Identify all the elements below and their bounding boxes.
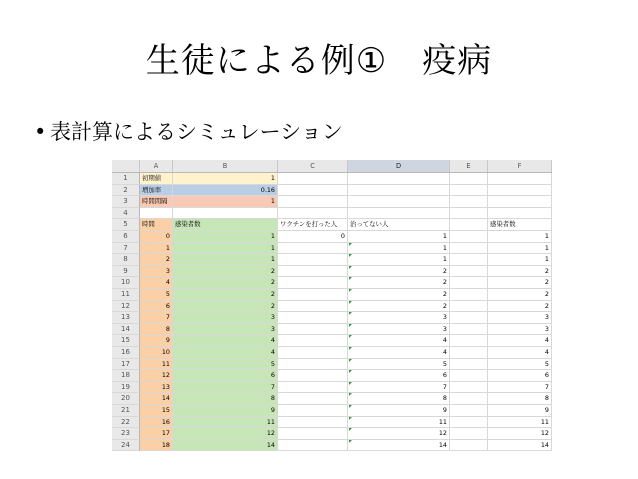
empty-cell[interactable] — [348, 185, 450, 197]
cell-infected[interactable]: 2 — [173, 277, 278, 289]
cell-not-recovered[interactable]: 1 — [348, 254, 450, 266]
row-number[interactable]: 3 — [112, 196, 140, 208]
sheet-row — [112, 243, 552, 255]
cell-time[interactable]: 4 — [140, 277, 173, 289]
cell-vaccinated[interactable] — [278, 428, 348, 440]
cell-infected-f[interactable]: 11 — [488, 417, 552, 429]
cell-not-recovered[interactable]: 2 — [348, 277, 450, 289]
empty-cell[interactable] — [450, 173, 488, 185]
empty-cell[interactable] — [173, 208, 278, 220]
cell-not-recovered[interactable]: 6 — [348, 370, 450, 382]
cell-not-recovered[interactable]: 11 — [348, 417, 450, 429]
row-number[interactable]: 6 — [112, 231, 140, 243]
sheet-row — [112, 254, 552, 266]
row-number[interactable]: 4 — [112, 208, 140, 220]
cell-time[interactable]: 14 — [140, 393, 173, 405]
cell-vaccinated[interactable]: 0 — [278, 231, 348, 243]
column-header-c[interactable]: C — [278, 160, 348, 172]
cell-infected[interactable]: 7 — [173, 382, 278, 394]
cell-vaccinated[interactable] — [278, 254, 348, 266]
row-number[interactable]: 2 — [112, 185, 140, 197]
empty-cell[interactable] — [450, 440, 488, 452]
empty-cell[interactable] — [278, 196, 348, 208]
error-indicator-icon — [349, 428, 352, 431]
cell-time[interactable]: 2 — [140, 254, 173, 266]
cell-infected[interactable]: 9 — [173, 405, 278, 417]
cell-infected-f[interactable]: 4 — [488, 335, 552, 347]
sheet-row — [112, 335, 552, 347]
cell-vaccinated[interactable] — [278, 324, 348, 336]
sheet-row — [112, 219, 552, 231]
sheet-row — [112, 405, 552, 417]
empty-cell[interactable] — [450, 243, 488, 255]
empty-cell[interactable] — [488, 173, 552, 185]
cell-infected[interactable]: 2 — [173, 289, 278, 301]
row-number[interactable]: 5 — [112, 219, 140, 231]
cell-vaccinated[interactable] — [278, 301, 348, 313]
sheet-row — [112, 185, 552, 197]
row-number[interactable]: 1 — [112, 173, 140, 185]
sheet-row — [112, 277, 552, 289]
empty-cell[interactable] — [450, 289, 488, 301]
cell-not-recovered[interactable]: 2 — [348, 266, 450, 278]
sheet-row — [112, 266, 552, 278]
cell-infected-f[interactable]: 5 — [488, 359, 552, 371]
cell-not-recovered[interactable]: 3 — [348, 324, 450, 336]
cell-infected-f[interactable]: 2 — [488, 301, 552, 313]
cell-vaccinated[interactable] — [278, 405, 348, 417]
error-indicator-icon — [349, 266, 352, 269]
cell-time[interactable]: 16 — [140, 417, 173, 429]
row-number[interactable]: 16 — [112, 347, 140, 359]
empty-cell[interactable] — [450, 312, 488, 324]
sheet-row — [112, 440, 552, 452]
cell-infected[interactable]: 11 — [173, 417, 278, 429]
error-indicator-icon — [349, 440, 352, 443]
cell-infected[interactable]: 4 — [173, 347, 278, 359]
cell-vaccinated[interactable] — [278, 440, 348, 452]
column-header-b[interactable]: B — [173, 160, 278, 172]
cell-not-recovered[interactable]: 2 — [348, 301, 450, 313]
cell-infected-f[interactable]: 1 — [488, 243, 552, 255]
sheet-row — [112, 428, 552, 440]
slide-title: 生徒による例① 疫病 — [145, 41, 493, 81]
cell-not-recovered[interactable]: 4 — [348, 347, 450, 359]
row-number[interactable]: 13 — [112, 312, 140, 324]
row-number[interactable]: 21 — [112, 405, 140, 417]
column-header-d[interactable]: D — [348, 160, 450, 172]
empty-cell[interactable] — [278, 173, 348, 185]
param-value-cell[interactable]: 1 — [173, 196, 278, 208]
empty-cell[interactable] — [450, 405, 488, 417]
empty-cell[interactable] — [450, 347, 488, 359]
cell-not-recovered[interactable]: 14 — [348, 440, 450, 452]
sheet-row — [112, 370, 552, 382]
cell-infected-f[interactable]: 14 — [488, 440, 552, 452]
row-number[interactable]: 18 — [112, 370, 140, 382]
cell-infected-f[interactable]: 1 — [488, 254, 552, 266]
sheet-row — [112, 382, 552, 394]
cell-not-recovered[interactable]: 12 — [348, 428, 450, 440]
error-indicator-icon — [349, 335, 352, 338]
cell-time[interactable]: 1 — [140, 243, 173, 255]
cell-infected-f[interactable]: 2 — [488, 289, 552, 301]
row-number[interactable]: 22 — [112, 417, 140, 429]
param-label-cell[interactable]: 初期値 — [140, 173, 173, 185]
cell-infected-f[interactable]: 6 — [488, 370, 552, 382]
row-number[interactable]: 23 — [112, 428, 140, 440]
cell-vaccinated[interactable] — [278, 243, 348, 255]
sheet-row — [112, 173, 552, 185]
cell-vaccinated[interactable] — [278, 347, 348, 359]
error-indicator-icon — [349, 324, 352, 327]
cell-vaccinated[interactable] — [278, 335, 348, 347]
cell-infected[interactable]: 5 — [173, 359, 278, 371]
empty-cell[interactable] — [450, 417, 488, 429]
error-indicator-icon — [349, 382, 352, 385]
param-label-cell[interactable]: 増加率 — [140, 185, 173, 197]
sheet-row — [112, 324, 552, 336]
row-number[interactable]: 14 — [112, 324, 140, 336]
sheet-row — [112, 393, 552, 405]
empty-cell[interactable] — [278, 208, 348, 220]
cell-infected-f[interactable]: 2 — [488, 266, 552, 278]
cell-infected-f[interactable]: 7 — [488, 382, 552, 394]
empty-cell[interactable] — [450, 254, 488, 266]
cell-infected[interactable]: 12 — [173, 428, 278, 440]
column-header-bar — [112, 160, 552, 173]
row-number[interactable]: 19 — [112, 382, 140, 394]
cell-infected-f[interactable]: 9 — [488, 405, 552, 417]
cell-not-recovered[interactable]: 1 — [348, 231, 450, 243]
error-indicator-icon — [349, 301, 352, 304]
sheet-row — [112, 289, 552, 301]
cell-time[interactable]: 18 — [140, 440, 173, 452]
empty-cell[interactable] — [450, 370, 488, 382]
param-value-cell[interactable]: 0.16 — [173, 185, 278, 197]
cell-not-recovered[interactable]: 3 — [348, 312, 450, 324]
cell-infected[interactable]: 4 — [173, 335, 278, 347]
cell-not-recovered[interactable]: 8 — [348, 393, 450, 405]
error-indicator-icon — [349, 417, 352, 420]
cell-time[interactable]: 9 — [140, 335, 173, 347]
select-all-corner[interactable] — [112, 160, 140, 172]
empty-cell[interactable] — [450, 277, 488, 289]
cell-vaccinated[interactable] — [278, 277, 348, 289]
cell-time[interactable]: 12 — [140, 370, 173, 382]
sheet-row — [112, 347, 552, 359]
empty-cell[interactable] — [450, 266, 488, 278]
empty-cell[interactable] — [450, 382, 488, 394]
cell-infected-f[interactable]: 1 — [488, 231, 552, 243]
cell-infected-f[interactable]: 12 — [488, 428, 552, 440]
cell-not-recovered[interactable]: 9 — [348, 405, 450, 417]
column-header-a[interactable]: A — [140, 160, 173, 172]
empty-cell[interactable] — [450, 185, 488, 197]
bullet-text: 表計算によるシミュレーション — [50, 120, 343, 144]
cell-time[interactable]: 17 — [140, 428, 173, 440]
empty-cell[interactable] — [348, 208, 450, 220]
error-indicator-icon — [349, 312, 352, 315]
error-indicator-icon — [349, 405, 352, 408]
cell-vaccinated[interactable] — [278, 370, 348, 382]
cell-time[interactable]: 13 — [140, 382, 173, 394]
cell-time[interactable]: 6 — [140, 301, 173, 313]
cell-vaccinated[interactable] — [278, 417, 348, 429]
error-indicator-icon — [349, 347, 352, 350]
cell-infected[interactable]: 1 — [173, 231, 278, 243]
cell-infected-f[interactable]: 3 — [488, 312, 552, 324]
empty-cell[interactable] — [488, 185, 552, 197]
empty-cell[interactable] — [140, 208, 173, 220]
cell-time[interactable]: 7 — [140, 312, 173, 324]
cell-infected[interactable]: 1 — [173, 243, 278, 255]
cell-infected[interactable]: 14 — [173, 440, 278, 452]
empty-cell[interactable] — [348, 196, 450, 208]
error-indicator-icon — [349, 359, 352, 362]
error-indicator-icon — [349, 289, 352, 292]
cell-time[interactable]: 8 — [140, 324, 173, 336]
sheet-row — [112, 231, 552, 243]
bullet-item — [34, 118, 343, 146]
empty-cell[interactable] — [450, 428, 488, 440]
cell-not-recovered[interactable]: 5 — [348, 359, 450, 371]
sheet-row — [112, 208, 552, 220]
row-number[interactable]: 12 — [112, 301, 140, 313]
header-cell-infected[interactable]: 感染者数 — [173, 219, 278, 231]
row-number[interactable]: 20 — [112, 393, 140, 405]
empty-cell[interactable] — [450, 324, 488, 336]
cell-not-recovered[interactable]: 4 — [348, 335, 450, 347]
header-cell-vaccinated[interactable]: ワクチンを打った人 — [278, 219, 348, 231]
cell-infected[interactable]: 6 — [173, 370, 278, 382]
cell-time[interactable]: 15 — [140, 405, 173, 417]
row-number[interactable]: 11 — [112, 289, 140, 301]
cell-infected[interactable]: 2 — [173, 266, 278, 278]
cell-infected[interactable]: 8 — [173, 393, 278, 405]
cell-vaccinated[interactable] — [278, 289, 348, 301]
cell-time[interactable]: 11 — [140, 359, 173, 371]
empty-cell[interactable] — [278, 185, 348, 197]
sheet-row — [112, 196, 552, 208]
error-indicator-icon — [349, 254, 352, 257]
column-header-f[interactable]: F — [488, 160, 552, 172]
empty-cell[interactable] — [488, 208, 552, 220]
empty-cell[interactable] — [450, 335, 488, 347]
cell-infected-f[interactable]: 8 — [488, 393, 552, 405]
column-header-e[interactable]: E — [450, 160, 488, 172]
cell-time[interactable]: 0 — [140, 231, 173, 243]
header-cell-infected-f[interactable]: 感染者数 — [488, 219, 552, 231]
row-number[interactable]: 8 — [112, 254, 140, 266]
row-number[interactable]: 24 — [112, 440, 140, 452]
cell-vaccinated[interactable] — [278, 359, 348, 371]
bullet-mark: • — [34, 120, 47, 144]
error-indicator-icon — [349, 243, 352, 246]
empty-cell[interactable] — [450, 196, 488, 208]
row-number[interactable]: 17 — [112, 359, 140, 371]
empty-cell[interactable] — [450, 208, 488, 220]
error-indicator-icon — [349, 277, 352, 280]
header-cell-empty[interactable] — [450, 219, 488, 231]
cell-infected[interactable]: 3 — [173, 324, 278, 336]
cell-not-recovered[interactable]: 7 — [348, 382, 450, 394]
empty-cell[interactable] — [348, 173, 450, 185]
row-number[interactable]: 10 — [112, 277, 140, 289]
empty-cell[interactable] — [450, 393, 488, 405]
cell-vaccinated[interactable] — [278, 382, 348, 394]
header-cell-not-recovered[interactable]: 治ってない人 — [348, 219, 450, 231]
cell-not-recovered[interactable]: 1 — [348, 243, 450, 255]
cell-vaccinated[interactable] — [278, 393, 348, 405]
row-number[interactable]: 9 — [112, 266, 140, 278]
spreadsheet-screenshot — [112, 160, 552, 452]
row-number[interactable]: 7 — [112, 243, 140, 255]
header-cell-time[interactable]: 時間 — [140, 219, 173, 231]
empty-cell[interactable] — [450, 231, 488, 243]
cell-infected-f[interactable]: 3 — [488, 324, 552, 336]
cell-infected-f[interactable]: 4 — [488, 347, 552, 359]
cell-infected[interactable]: 3 — [173, 312, 278, 324]
param-value-cell[interactable]: 1 — [173, 173, 278, 185]
sheet-row — [112, 301, 552, 313]
error-indicator-icon — [349, 370, 352, 373]
cell-infected[interactable]: 2 — [173, 301, 278, 313]
cell-vaccinated[interactable] — [278, 312, 348, 324]
empty-cell[interactable] — [450, 301, 488, 313]
sheet-row — [112, 417, 552, 429]
error-indicator-icon — [349, 393, 352, 396]
cell-time[interactable]: 3 — [140, 266, 173, 278]
param-label-cell[interactable]: 時間間隔 — [140, 196, 173, 208]
row-number[interactable]: 15 — [112, 335, 140, 347]
sheet-row — [112, 312, 552, 324]
cell-vaccinated[interactable] — [278, 266, 348, 278]
cell-time[interactable]: 10 — [140, 347, 173, 359]
empty-cell[interactable] — [488, 196, 552, 208]
sheet-row — [112, 359, 552, 371]
empty-cell[interactable] — [450, 359, 488, 371]
cell-not-recovered[interactable]: 2 — [348, 289, 450, 301]
cell-time[interactable]: 5 — [140, 289, 173, 301]
cell-infected[interactable]: 1 — [173, 254, 278, 266]
cell-infected-f[interactable]: 2 — [488, 277, 552, 289]
